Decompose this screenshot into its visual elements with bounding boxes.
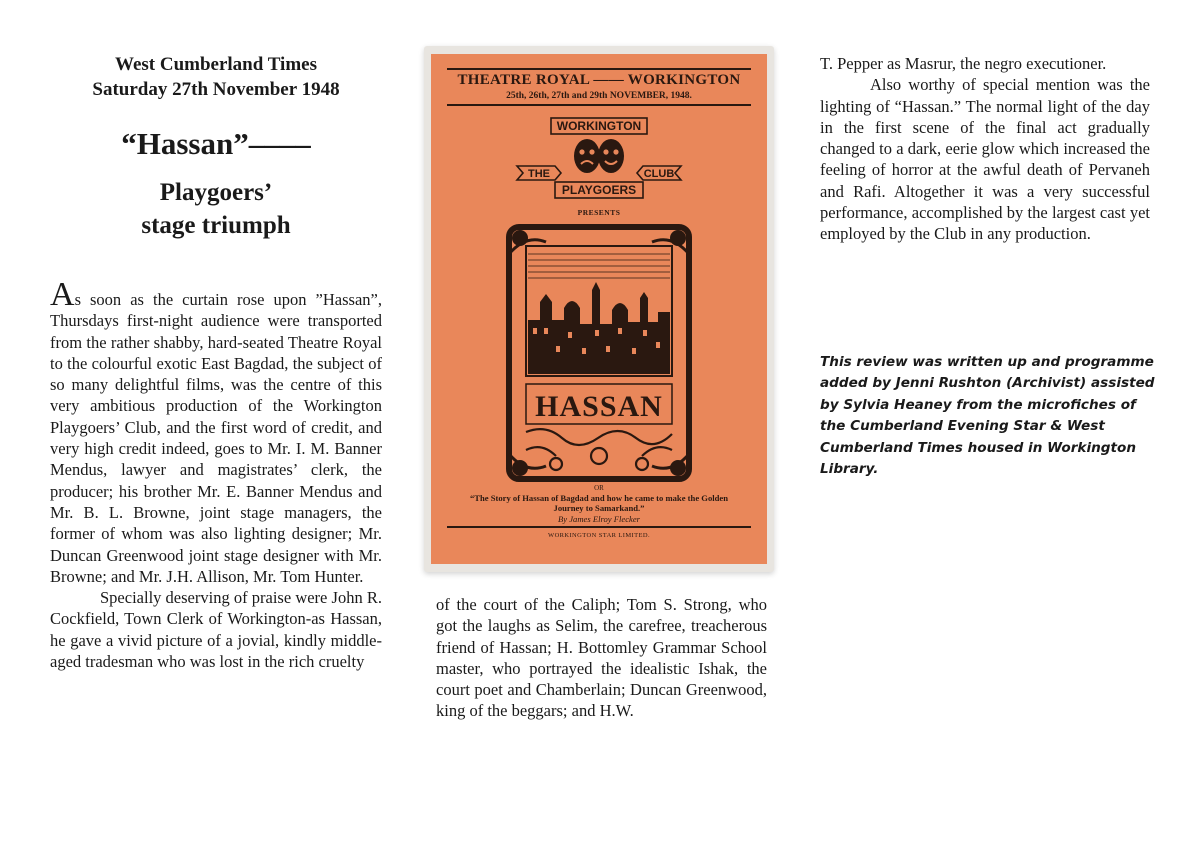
archivist-credit: This review was written up and programme added by Jenni Rushton (Archivist) assisted by Sylvia Heaney from the microfiches of the Cumberland Evening Star & West Cumberland Times housed in Workington Library.	[820, 354, 1155, 478]
article-paragraph-5: Also worthy of special mention was the lighting of “Hassan.” The normal light of the day in the first scene of the final act gradually changed to a dark, eerie glow which increased the feeling of horror at the awful death of Pervaneh and Rafi. Altogether it was a very successful performance, accomplished by the largest cast yet employed by the Club in any production.	[820, 75, 1150, 244]
programme-rule-top	[447, 68, 751, 70]
masthead-date: Saturday 27th November 1948	[92, 79, 340, 100]
programme-theatre: THEATRE ROYAL —— WORKINGTON	[457, 72, 741, 88]
programme-printer: WORKINGTON STAR LIMITED.	[548, 532, 650, 539]
programme-author: By James Elroy Flecker	[558, 514, 640, 524]
article-paragraph-3: of the court of the Caliph; Tom S. Strong, who got the laughs as Selim, the carefree, treacherous friend of Hassan; H. Bottomley Grammar School master, who portrayed the idealistic Ishak, the court poet and Chamberlain; Duncan Greenwood, king of the beggars; and H.W.	[436, 595, 767, 721]
subhead-line-1: Playgoers’	[159, 179, 273, 206]
article-paragraph-4: T. Pepper as Masrur, the negro executioner.	[820, 54, 1107, 73]
programme-title: HASSAN	[535, 390, 663, 423]
headline: “Hassan”––––	[121, 126, 311, 161]
masthead-paper-name: West Cumberland Times	[115, 54, 317, 75]
logo-club-text: CLUB	[643, 168, 675, 180]
programme-rule-under-dates	[447, 104, 751, 106]
playgoers-club-logo	[515, 116, 683, 206]
drop-cap: A	[50, 276, 75, 313]
paragraph-1-text: s soon as the curtain rose upon ”Hassan”, Thursdays first-night audience were transported from the rather shabby, hard-seated Theatre Royal to the colourful exotic East Bagdad, the subject of so many delightful films, was the centre of this very ambitious production of the Workington Playgoers’ Club, and the first word of credit, and very high credit indeed, goes to Mr. I. M. Banner Mendus, lawyer and magistrates’ clerk, the producer; his brother Mr. E. Banner Mendus and Mr. B. L. Browne, joint stage managers, the former of whom was also lighting designer; Mr. Duncan Greenwood joint stage designer with Mr. Browne; and Mr. J.H. Allison, Mr. Tom Hunter.	[50, 290, 382, 586]
programme-subtitle: “The Story of Hassan of Bagdad and how he came to make the Golden Journey to Samarkand.”	[469, 493, 729, 513]
programme-image	[431, 54, 767, 564]
masthead	[50, 52, 382, 102]
article-paragraph-1	[50, 276, 382, 587]
programme-illustration	[506, 224, 692, 506]
article-column-2	[436, 594, 767, 722]
programme-presents: PRESENTS	[577, 208, 621, 217]
article-column-3	[820, 53, 1150, 245]
programme-dates: 25th, 26th, 27th and 29th NOVEMBER, 1948.	[506, 91, 692, 101]
logo-the-text: THE	[528, 168, 550, 180]
programme-rule-bottom	[447, 526, 751, 528]
logo-workington-text: WORKINGTON	[556, 119, 642, 133]
programme-or: OR	[594, 484, 604, 492]
article-column-1	[50, 276, 382, 672]
logo-playgoers-text: PLAYGOERS	[561, 183, 637, 197]
subheadline	[50, 176, 382, 242]
subhead-line-2: stage triumph	[141, 212, 291, 239]
article-paragraph-2: Specially deserving of praise were John R. Cockfield, Town Clerk of Workington-as Hassan, he gave a vivid picture of a jovial, kindly middle-aged tradesman who was lost in the rich cruelty	[50, 588, 382, 672]
